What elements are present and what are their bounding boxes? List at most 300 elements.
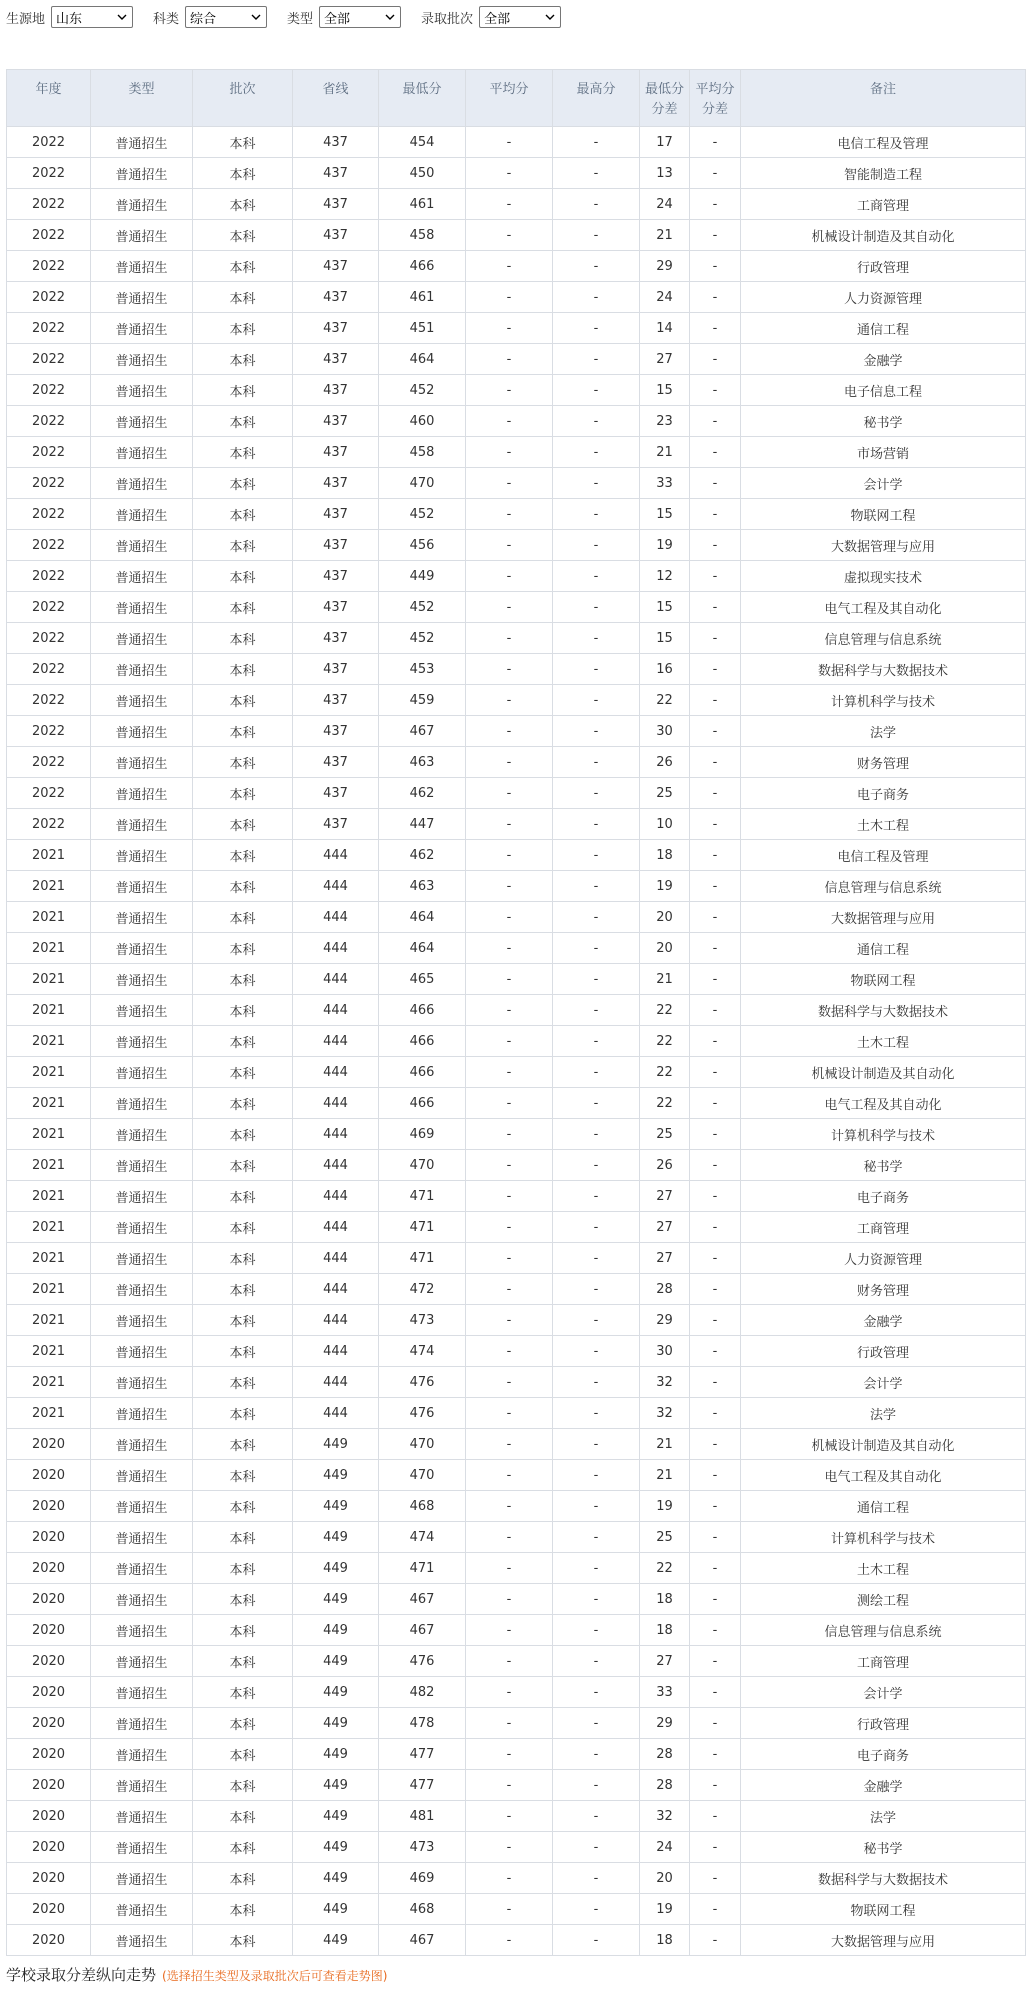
cell-type: 普通招生 xyxy=(91,902,193,933)
cell-max-score: - xyxy=(553,1646,640,1677)
cell-min-diff: 19 xyxy=(640,871,690,902)
cell-avg-diff: - xyxy=(690,189,741,220)
table-row xyxy=(7,282,1026,313)
cell-remark: 通信工程 xyxy=(741,313,1026,344)
cell-year: 2020 xyxy=(7,1615,91,1646)
cell-remark: 大数据管理与应用 xyxy=(741,902,1026,933)
cell-avg-score: - xyxy=(466,1739,553,1770)
cell-year: 2020 xyxy=(7,1925,91,1956)
cell-remark: 物联网工程 xyxy=(741,1894,1026,1925)
cell-remark: 数据科学与大数据技术 xyxy=(741,1863,1026,1894)
cell-min-diff: 30 xyxy=(640,716,690,747)
cell-type: 普通招生 xyxy=(91,1584,193,1615)
cell-remark: 数据科学与大数据技术 xyxy=(741,654,1026,685)
cell-max-score: - xyxy=(553,437,640,468)
header-type: 类型 xyxy=(91,70,193,127)
cell-remark: 财务管理 xyxy=(741,1274,1026,1305)
cell-min-diff: 22 xyxy=(640,1026,690,1057)
cell-type: 普通招生 xyxy=(91,313,193,344)
cell-avg-diff: - xyxy=(690,1770,741,1801)
cell-max-score: - xyxy=(553,1119,640,1150)
cell-province-line: 449 xyxy=(293,1925,379,1956)
cell-province-line: 444 xyxy=(293,902,379,933)
cell-year: 2021 xyxy=(7,964,91,995)
cell-type: 普通招生 xyxy=(91,871,193,902)
cell-min-score: 447 xyxy=(379,809,466,840)
cell-avg-diff: - xyxy=(690,561,741,592)
cell-year: 2021 xyxy=(7,1026,91,1057)
cell-remark: 金融学 xyxy=(741,1305,1026,1336)
cell-batch: 本科 xyxy=(193,1460,293,1491)
cell-avg-score: - xyxy=(466,1026,553,1057)
cell-min-diff: 20 xyxy=(640,1863,690,1894)
cell-year: 2020 xyxy=(7,1460,91,1491)
cell-min-diff: 27 xyxy=(640,1212,690,1243)
cell-avg-diff: - xyxy=(690,127,741,158)
table-row xyxy=(7,189,1026,220)
cell-min-score: 453 xyxy=(379,654,466,685)
cell-province-line: 444 xyxy=(293,871,379,902)
cell-avg-score: - xyxy=(466,468,553,499)
cell-year: 2022 xyxy=(7,499,91,530)
cell-avg-diff: - xyxy=(690,1677,741,1708)
cell-avg-diff: - xyxy=(690,778,741,809)
table-row xyxy=(7,902,1026,933)
cell-batch: 本科 xyxy=(193,1522,293,1553)
cell-min-score: 452 xyxy=(379,375,466,406)
cell-province-line: 444 xyxy=(293,1398,379,1429)
cell-min-diff: 24 xyxy=(640,282,690,313)
cell-avg-diff: - xyxy=(690,406,741,437)
cell-remark: 人力资源管理 xyxy=(741,282,1026,313)
chevron-down-icon xyxy=(544,11,556,23)
cell-avg-diff: - xyxy=(690,437,741,468)
cell-max-score: - xyxy=(553,995,640,1026)
cell-avg-score: - xyxy=(466,840,553,871)
cell-min-diff: 33 xyxy=(640,468,690,499)
cell-min-score: 466 xyxy=(379,1026,466,1057)
table-row xyxy=(7,1243,1026,1274)
cell-remark: 土木工程 xyxy=(741,1553,1026,1584)
cell-min-score: 463 xyxy=(379,871,466,902)
cell-type: 普通招生 xyxy=(91,1522,193,1553)
cell-avg-score: - xyxy=(466,1274,553,1305)
cell-max-score: - xyxy=(553,282,640,313)
cell-batch: 本科 xyxy=(193,1553,293,1584)
cell-min-diff: 18 xyxy=(640,1925,690,1956)
cell-year: 2020 xyxy=(7,1770,91,1801)
cell-avg-score: - xyxy=(466,716,553,747)
cell-max-score: - xyxy=(553,1429,640,1460)
cell-batch: 本科 xyxy=(193,1491,293,1522)
cell-max-score: - xyxy=(553,1770,640,1801)
cell-min-score: 468 xyxy=(379,1894,466,1925)
cell-province-line: 437 xyxy=(293,747,379,778)
header-remark: 备注 xyxy=(741,70,1026,127)
cell-min-diff: 17 xyxy=(640,127,690,158)
cell-min-score: 473 xyxy=(379,1832,466,1863)
cell-avg-diff: - xyxy=(690,1491,741,1522)
cell-type: 普通招生 xyxy=(91,1863,193,1894)
cell-batch: 本科 xyxy=(193,158,293,189)
table-row xyxy=(7,1274,1026,1305)
cell-remark: 土木工程 xyxy=(741,809,1026,840)
cell-min-score: 461 xyxy=(379,282,466,313)
cell-province-line: 437 xyxy=(293,778,379,809)
cell-max-score: - xyxy=(553,344,640,375)
cell-province-line: 437 xyxy=(293,189,379,220)
cell-type: 普通招生 xyxy=(91,375,193,406)
cell-max-score: - xyxy=(553,406,640,437)
table-row xyxy=(7,1491,1026,1522)
cell-batch: 本科 xyxy=(193,747,293,778)
cell-batch: 本科 xyxy=(193,685,293,716)
cell-min-score: 474 xyxy=(379,1522,466,1553)
cell-max-score: - xyxy=(553,561,640,592)
cell-year: 2022 xyxy=(7,375,91,406)
cell-min-score: 467 xyxy=(379,1925,466,1956)
cell-year: 2022 xyxy=(7,127,91,158)
cell-avg-score: - xyxy=(466,437,553,468)
cell-province-line: 444 xyxy=(293,1274,379,1305)
cell-type: 普通招生 xyxy=(91,1181,193,1212)
cell-avg-diff: - xyxy=(690,1801,741,1832)
table-row xyxy=(7,933,1026,964)
cell-avg-diff: - xyxy=(690,840,741,871)
cell-remark: 通信工程 xyxy=(741,933,1026,964)
cell-remark: 会计学 xyxy=(741,1367,1026,1398)
cell-batch: 本科 xyxy=(193,778,293,809)
cell-type: 普通招生 xyxy=(91,1398,193,1429)
cell-province-line: 437 xyxy=(293,716,379,747)
cell-avg-diff: - xyxy=(690,623,741,654)
table-row xyxy=(7,1212,1026,1243)
cell-year: 2021 xyxy=(7,1181,91,1212)
cell-max-score: - xyxy=(553,468,640,499)
cell-max-score: - xyxy=(553,1801,640,1832)
cell-min-score: 474 xyxy=(379,1336,466,1367)
type-select-value: 全部 xyxy=(324,11,351,27)
cell-avg-score: - xyxy=(466,189,553,220)
cell-max-score: - xyxy=(553,1739,640,1770)
cell-year: 2021 xyxy=(7,1057,91,1088)
cell-avg-score: - xyxy=(466,1460,553,1491)
cell-type: 普通招生 xyxy=(91,1646,193,1677)
cell-type: 普通招生 xyxy=(91,1615,193,1646)
cell-batch: 本科 xyxy=(193,995,293,1026)
cell-avg-score: - xyxy=(466,1181,553,1212)
cell-max-score: - xyxy=(553,1615,640,1646)
cell-batch: 本科 xyxy=(193,1739,293,1770)
cell-min-diff: 29 xyxy=(640,1305,690,1336)
cell-avg-diff: - xyxy=(690,716,741,747)
cell-min-diff: 19 xyxy=(640,1894,690,1925)
cell-avg-score: - xyxy=(466,530,553,561)
cell-type: 普通招生 xyxy=(91,964,193,995)
table-row xyxy=(7,561,1026,592)
cell-min-score: 459 xyxy=(379,685,466,716)
table-row xyxy=(7,809,1026,840)
table-row xyxy=(7,1677,1026,1708)
cell-avg-score: - xyxy=(466,1119,553,1150)
cell-remark: 机械设计制造及其自动化 xyxy=(741,220,1026,251)
cell-type: 普通招生 xyxy=(91,1491,193,1522)
cell-type: 普通招生 xyxy=(91,1770,193,1801)
cell-min-diff: 24 xyxy=(640,189,690,220)
cell-avg-score: - xyxy=(466,1429,553,1460)
cell-remark: 秘书学 xyxy=(741,1832,1026,1863)
cell-batch: 本科 xyxy=(193,809,293,840)
cell-batch: 本科 xyxy=(193,902,293,933)
table-row xyxy=(7,499,1026,530)
cell-year: 2020 xyxy=(7,1553,91,1584)
table-row xyxy=(7,840,1026,871)
cell-min-diff: 21 xyxy=(640,437,690,468)
cell-province-line: 449 xyxy=(293,1646,379,1677)
cell-min-diff: 12 xyxy=(640,561,690,592)
cell-province-line: 437 xyxy=(293,685,379,716)
cell-batch: 本科 xyxy=(193,406,293,437)
cell-avg-diff: - xyxy=(690,1181,741,1212)
cell-year: 2020 xyxy=(7,1739,91,1770)
cell-avg-diff: - xyxy=(690,1925,741,1956)
cell-batch: 本科 xyxy=(193,530,293,561)
cell-province-line: 444 xyxy=(293,1336,379,1367)
cell-min-diff: 28 xyxy=(640,1770,690,1801)
cell-avg-score: - xyxy=(466,1398,553,1429)
table-row xyxy=(7,747,1026,778)
cell-avg-score: - xyxy=(466,964,553,995)
cell-max-score: - xyxy=(553,1057,640,1088)
cell-min-diff: 15 xyxy=(640,623,690,654)
cell-batch: 本科 xyxy=(193,623,293,654)
cell-avg-score: - xyxy=(466,1615,553,1646)
cell-province-line: 449 xyxy=(293,1491,379,1522)
cell-max-score: - xyxy=(553,1708,640,1739)
cell-avg-score: - xyxy=(466,623,553,654)
cell-remark: 信息管理与信息系统 xyxy=(741,871,1026,902)
cell-avg-diff: - xyxy=(690,251,741,282)
cell-max-score: - xyxy=(553,1925,640,1956)
cell-batch: 本科 xyxy=(193,1367,293,1398)
cell-batch: 本科 xyxy=(193,1119,293,1150)
cell-remark: 金融学 xyxy=(741,344,1026,375)
cell-avg-score: - xyxy=(466,1243,553,1274)
cell-batch: 本科 xyxy=(193,1243,293,1274)
cell-year: 2021 xyxy=(7,1367,91,1398)
cell-min-diff: 28 xyxy=(640,1739,690,1770)
cell-min-score: 449 xyxy=(379,561,466,592)
cell-min-score: 470 xyxy=(379,1150,466,1181)
cell-avg-score: - xyxy=(466,1088,553,1119)
cell-avg-score: - xyxy=(466,654,553,685)
header-max-score: 最高分 xyxy=(553,70,640,127)
cell-remark: 行政管理 xyxy=(741,251,1026,282)
cell-max-score: - xyxy=(553,220,640,251)
cell-avg-diff: - xyxy=(690,964,741,995)
cell-min-diff: 33 xyxy=(640,1677,690,1708)
cell-max-score: - xyxy=(553,933,640,964)
cell-province-line: 444 xyxy=(293,1181,379,1212)
cell-type: 普通招生 xyxy=(91,995,193,1026)
cell-avg-score: - xyxy=(466,747,553,778)
cell-max-score: - xyxy=(553,1677,640,1708)
cell-batch: 本科 xyxy=(193,499,293,530)
cell-remark: 数据科学与大数据技术 xyxy=(741,995,1026,1026)
cell-batch: 本科 xyxy=(193,1398,293,1429)
header-min-diff: 最低分分差 xyxy=(640,70,690,127)
cell-province-line: 444 xyxy=(293,1088,379,1119)
cell-avg-diff: - xyxy=(690,375,741,406)
cell-avg-score: - xyxy=(466,592,553,623)
cell-province-line: 449 xyxy=(293,1553,379,1584)
cell-max-score: - xyxy=(553,623,640,654)
cell-remark: 法学 xyxy=(741,716,1026,747)
cell-type: 普通招生 xyxy=(91,1677,193,1708)
cell-min-score: 468 xyxy=(379,1491,466,1522)
cell-province-line: 437 xyxy=(293,282,379,313)
cell-province-line: 449 xyxy=(293,1522,379,1553)
cell-type: 普通招生 xyxy=(91,1088,193,1119)
cell-min-score: 454 xyxy=(379,127,466,158)
cell-max-score: - xyxy=(553,685,640,716)
cell-remark: 信息管理与信息系统 xyxy=(741,623,1026,654)
cell-remark: 大数据管理与应用 xyxy=(741,530,1026,561)
cell-max-score: - xyxy=(553,1243,640,1274)
cell-batch: 本科 xyxy=(193,1150,293,1181)
cell-province-line: 444 xyxy=(293,1367,379,1398)
header-year: 年度 xyxy=(7,70,91,127)
cell-avg-diff: - xyxy=(690,1150,741,1181)
cell-year: 2022 xyxy=(7,809,91,840)
cell-type: 普通招生 xyxy=(91,1336,193,1367)
cell-min-diff: 25 xyxy=(640,1119,690,1150)
cell-avg-score: - xyxy=(466,220,553,251)
cell-avg-diff: - xyxy=(690,1212,741,1243)
cell-min-score: 470 xyxy=(379,1460,466,1491)
header-province-line: 省线 xyxy=(293,70,379,127)
cell-remark: 行政管理 xyxy=(741,1708,1026,1739)
table-row xyxy=(7,437,1026,468)
subject-select[interactable] xyxy=(185,6,267,28)
cell-year: 2021 xyxy=(7,840,91,871)
cell-remark: 电气工程及其自动化 xyxy=(741,592,1026,623)
cell-min-score: 472 xyxy=(379,1274,466,1305)
cell-avg-diff: - xyxy=(690,1739,741,1770)
cell-min-score: 460 xyxy=(379,406,466,437)
cell-type: 普通招生 xyxy=(91,282,193,313)
cell-year: 2020 xyxy=(7,1677,91,1708)
cell-max-score: - xyxy=(553,840,640,871)
cell-min-diff: 15 xyxy=(640,592,690,623)
cell-avg-diff: - xyxy=(690,1646,741,1677)
cell-avg-diff: - xyxy=(690,1522,741,1553)
cell-min-score: 452 xyxy=(379,623,466,654)
cell-min-score: 470 xyxy=(379,468,466,499)
cell-avg-score: - xyxy=(466,871,553,902)
cell-min-diff: 29 xyxy=(640,251,690,282)
cell-year: 2021 xyxy=(7,1212,91,1243)
cell-province-line: 437 xyxy=(293,592,379,623)
cell-batch: 本科 xyxy=(193,1305,293,1336)
table-row xyxy=(7,1429,1026,1460)
cell-max-score: - xyxy=(553,1553,640,1584)
cell-year: 2020 xyxy=(7,1801,91,1832)
cell-batch: 本科 xyxy=(193,1708,293,1739)
cell-remark: 电信工程及管理 xyxy=(741,127,1026,158)
cell-min-diff: 32 xyxy=(640,1801,690,1832)
cell-avg-score: - xyxy=(466,1491,553,1522)
cell-type: 普通招生 xyxy=(91,406,193,437)
cell-min-diff: 15 xyxy=(640,375,690,406)
cell-avg-score: - xyxy=(466,406,553,437)
cell-type: 普通招生 xyxy=(91,716,193,747)
batch-select[interactable] xyxy=(479,6,561,28)
cell-province-line: 444 xyxy=(293,1150,379,1181)
cell-min-diff: 27 xyxy=(640,1181,690,1212)
cell-type: 普通招生 xyxy=(91,1367,193,1398)
table-row xyxy=(7,1057,1026,1088)
cell-year: 2020 xyxy=(7,1522,91,1553)
cell-year: 2021 xyxy=(7,1243,91,1274)
cell-province-line: 449 xyxy=(293,1460,379,1491)
cell-avg-score: - xyxy=(466,127,553,158)
cell-avg-diff: - xyxy=(690,933,741,964)
cell-max-score: - xyxy=(553,313,640,344)
cell-min-score: 471 xyxy=(379,1181,466,1212)
cell-province-line: 444 xyxy=(293,1305,379,1336)
cell-type: 普通招生 xyxy=(91,127,193,158)
cell-province-line: 444 xyxy=(293,995,379,1026)
table-row xyxy=(7,871,1026,902)
table-row xyxy=(7,468,1026,499)
cell-type: 普通招生 xyxy=(91,561,193,592)
cell-batch: 本科 xyxy=(193,1615,293,1646)
cell-avg-score: - xyxy=(466,1770,553,1801)
cell-remark: 物联网工程 xyxy=(741,964,1026,995)
cell-min-score: 471 xyxy=(379,1243,466,1274)
cell-batch: 本科 xyxy=(193,468,293,499)
cell-avg-diff: - xyxy=(690,530,741,561)
type-select[interactable] xyxy=(319,6,401,28)
cell-batch: 本科 xyxy=(193,1584,293,1615)
cell-min-diff: 18 xyxy=(640,1584,690,1615)
table-row xyxy=(7,406,1026,437)
cell-avg-score: - xyxy=(466,1801,553,1832)
cell-min-diff: 22 xyxy=(640,685,690,716)
cell-avg-score: - xyxy=(466,1336,553,1367)
cell-min-score: 458 xyxy=(379,437,466,468)
table-row xyxy=(7,1553,1026,1584)
cell-province-line: 437 xyxy=(293,375,379,406)
cell-avg-score: - xyxy=(466,1212,553,1243)
cell-max-score: - xyxy=(553,1894,640,1925)
cell-avg-score: - xyxy=(466,933,553,964)
province-select[interactable] xyxy=(51,6,133,28)
cell-max-score: - xyxy=(553,158,640,189)
cell-avg-diff: - xyxy=(690,1584,741,1615)
cell-min-diff: 25 xyxy=(640,778,690,809)
cell-avg-score: - xyxy=(466,499,553,530)
cell-min-score: 476 xyxy=(379,1646,466,1677)
cell-province-line: 437 xyxy=(293,344,379,375)
cell-max-score: - xyxy=(553,778,640,809)
cell-province-line: 449 xyxy=(293,1832,379,1863)
cell-province-line: 444 xyxy=(293,1026,379,1057)
cell-min-diff: 24 xyxy=(640,1832,690,1863)
cell-remark: 财务管理 xyxy=(741,747,1026,778)
cell-year: 2021 xyxy=(7,1305,91,1336)
